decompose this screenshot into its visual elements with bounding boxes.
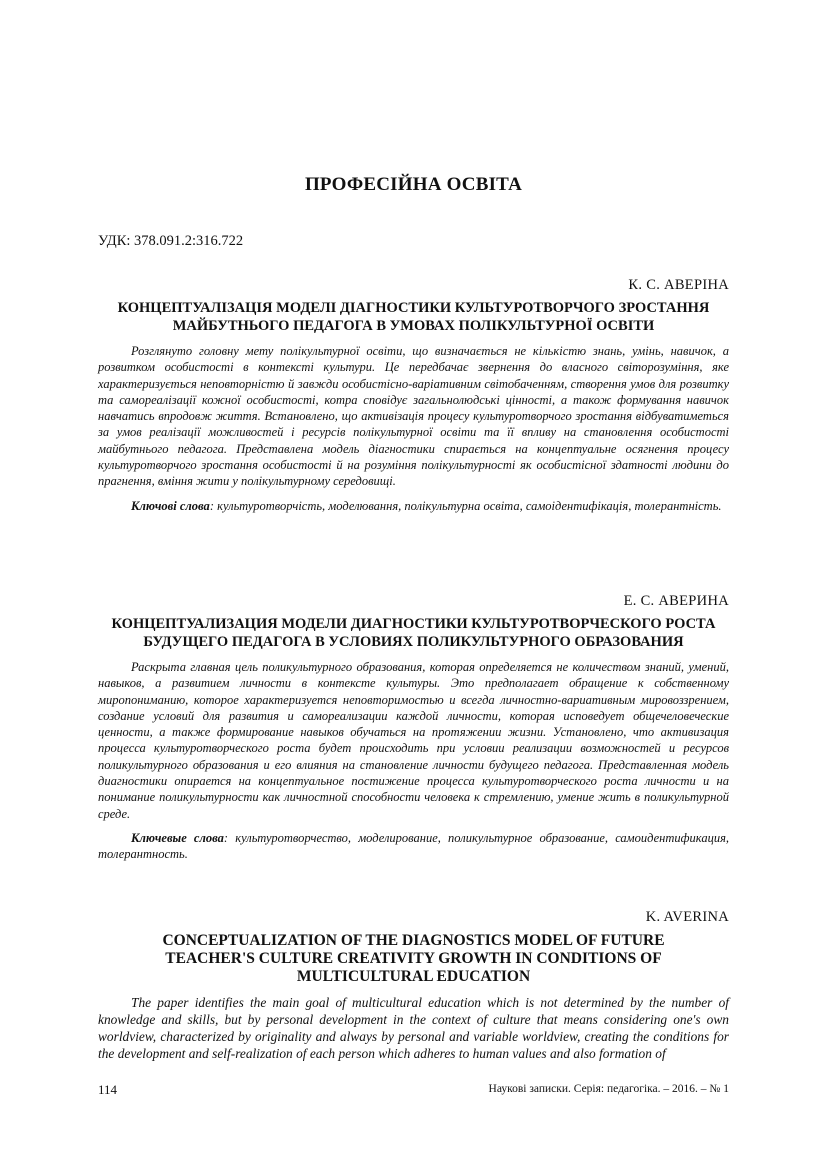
keywords-russian [98,830,729,863]
abstract-russian: Раскрыта главная цель поликультурного образования, которая определяется не количеством знаний, умений, навыков, а развитием личности в контексте культуры. Это предполагает обращение к собственному миропониманию, которое характеризуется неповторимостью и всегда личностно-вариативным мировоззрением, создание условий для развития и самореализации каждой личности, которая исповедует общечеловеческие ценности, а также формирование навыков обучаться на протяжении жизни. Установлено, что активизация процесса культуротворческого роста будет происходить при условии реализации возможностей и ресурсов поликультурного образования и его влияния на становление личности будущего педагога. Представленная модель диагностики опирается на концептуальное постижение процесса культуротворческого роста личности и на понимание поликультурности как личностной способности человека к стремлению, умение жить в поликультурной среде. [98,660,729,821]
title-ukrainian: КОНЦЕПТУАЛІЗАЦІЯ МОДЕЛІ ДІАГНОСТИКИ КУЛЬТУРОТВОРЧОГО ЗРОСТАННЯ МАЙБУТНЬОГО ПЕДАГОГА В УМОВАХ ПОЛІКУЛЬТУРНОЇ ОСВІТИ [117,300,710,334]
title-russian: КОНЦЕПТУАЛИЗАЦИЯ МОДЕЛИ ДИАГНОСТИКИ КУЛЬТУРОТВОРЧЕСКОГО РОСТА БУДУЩЕГО ПЕДАГОГА В УСЛОВИЯХ ПОЛИКУЛЬТУРНОГО ОБРАЗОВАНИЯ [111,616,716,650]
page-number: 114 [98,1082,118,1097]
author-russian: Е. С. АВЕРИНА [623,593,729,609]
russian-abstract-block [98,592,729,863]
keywords-label: Ключевые слова [131,830,224,845]
abstract-ukrainian: Розглянуто головну мету полікультурної освіти, що визначається не кількістю знань, умінь, навичок, а розвитком особистості в контексті культури. Це передбачає звернення до власного світорозуміння, яке характеризується неповторністю й завжди особистісно-варіативним світобаченням, створення умов для розвитку та самореалізації кожної особистості, котра сповідує загальнолюдські цінності, а також формування навичок навчатись впродовж життя. Встановлено, що активізація процесу культуротворчого зростання відбуватиметься за умов реалізації можливостей і ресурсів полікультурної освіти та її впливу на становлення особистості майбутнього педагога. Представлена модель діагностики спирається на концептуальне осягнення процесу культуротворчого зростання особистості й на розуміння полікультурності як особистісної здатності людини до прагнення, вміння жити у полікультурному середовищі. [98,344,729,489]
author-ukrainian: К. С. АВЕРІНА [628,277,729,293]
english-abstract-block [98,908,729,1062]
abstract-english: The paper identifies the main goal of multicultural education which is not determined by the number of knowledge and skills, but by personal development in the context of culture that means considering one's own worldview, characterized by originality and always by personal and variable worldview, creating the conditions for the development and self-realization of each person which adheres to human values and also formation of [98,995,729,1061]
udk-code: УДК: 378.091.2:316.722 [98,233,244,249]
section-title: ПРОФЕСІЙНА ОСВІТА [304,174,523,195]
keywords-text: : культуротворчество, моделирование, поликультурное образование, самоидентификация, толерантность. [98,830,730,862]
document-page [98,0,729,1169]
keywords-text: : культуротворчість, моделювання, полікультурна освіта, самоідентифікація, толерантність. [209,498,722,513]
ukrainian-abstract-block [98,276,729,514]
journal-reference: Наукові записки. Серія: педагогіка. – 2016. – № 1 [488,1083,729,1095]
keywords-ukrainian [98,498,729,514]
title-english: CONCEPTUALIZATION OF THE DIAGNOSTICS MODEL OF FUTURE TEACHER'S CULTURE CREATIVITY GROWTH IN CONDITIONS OF MULTICULTURAL EDUCATION [162,932,665,985]
keywords-label: Ключові слова [131,498,210,513]
author-english: K. AVERINA [645,909,729,925]
